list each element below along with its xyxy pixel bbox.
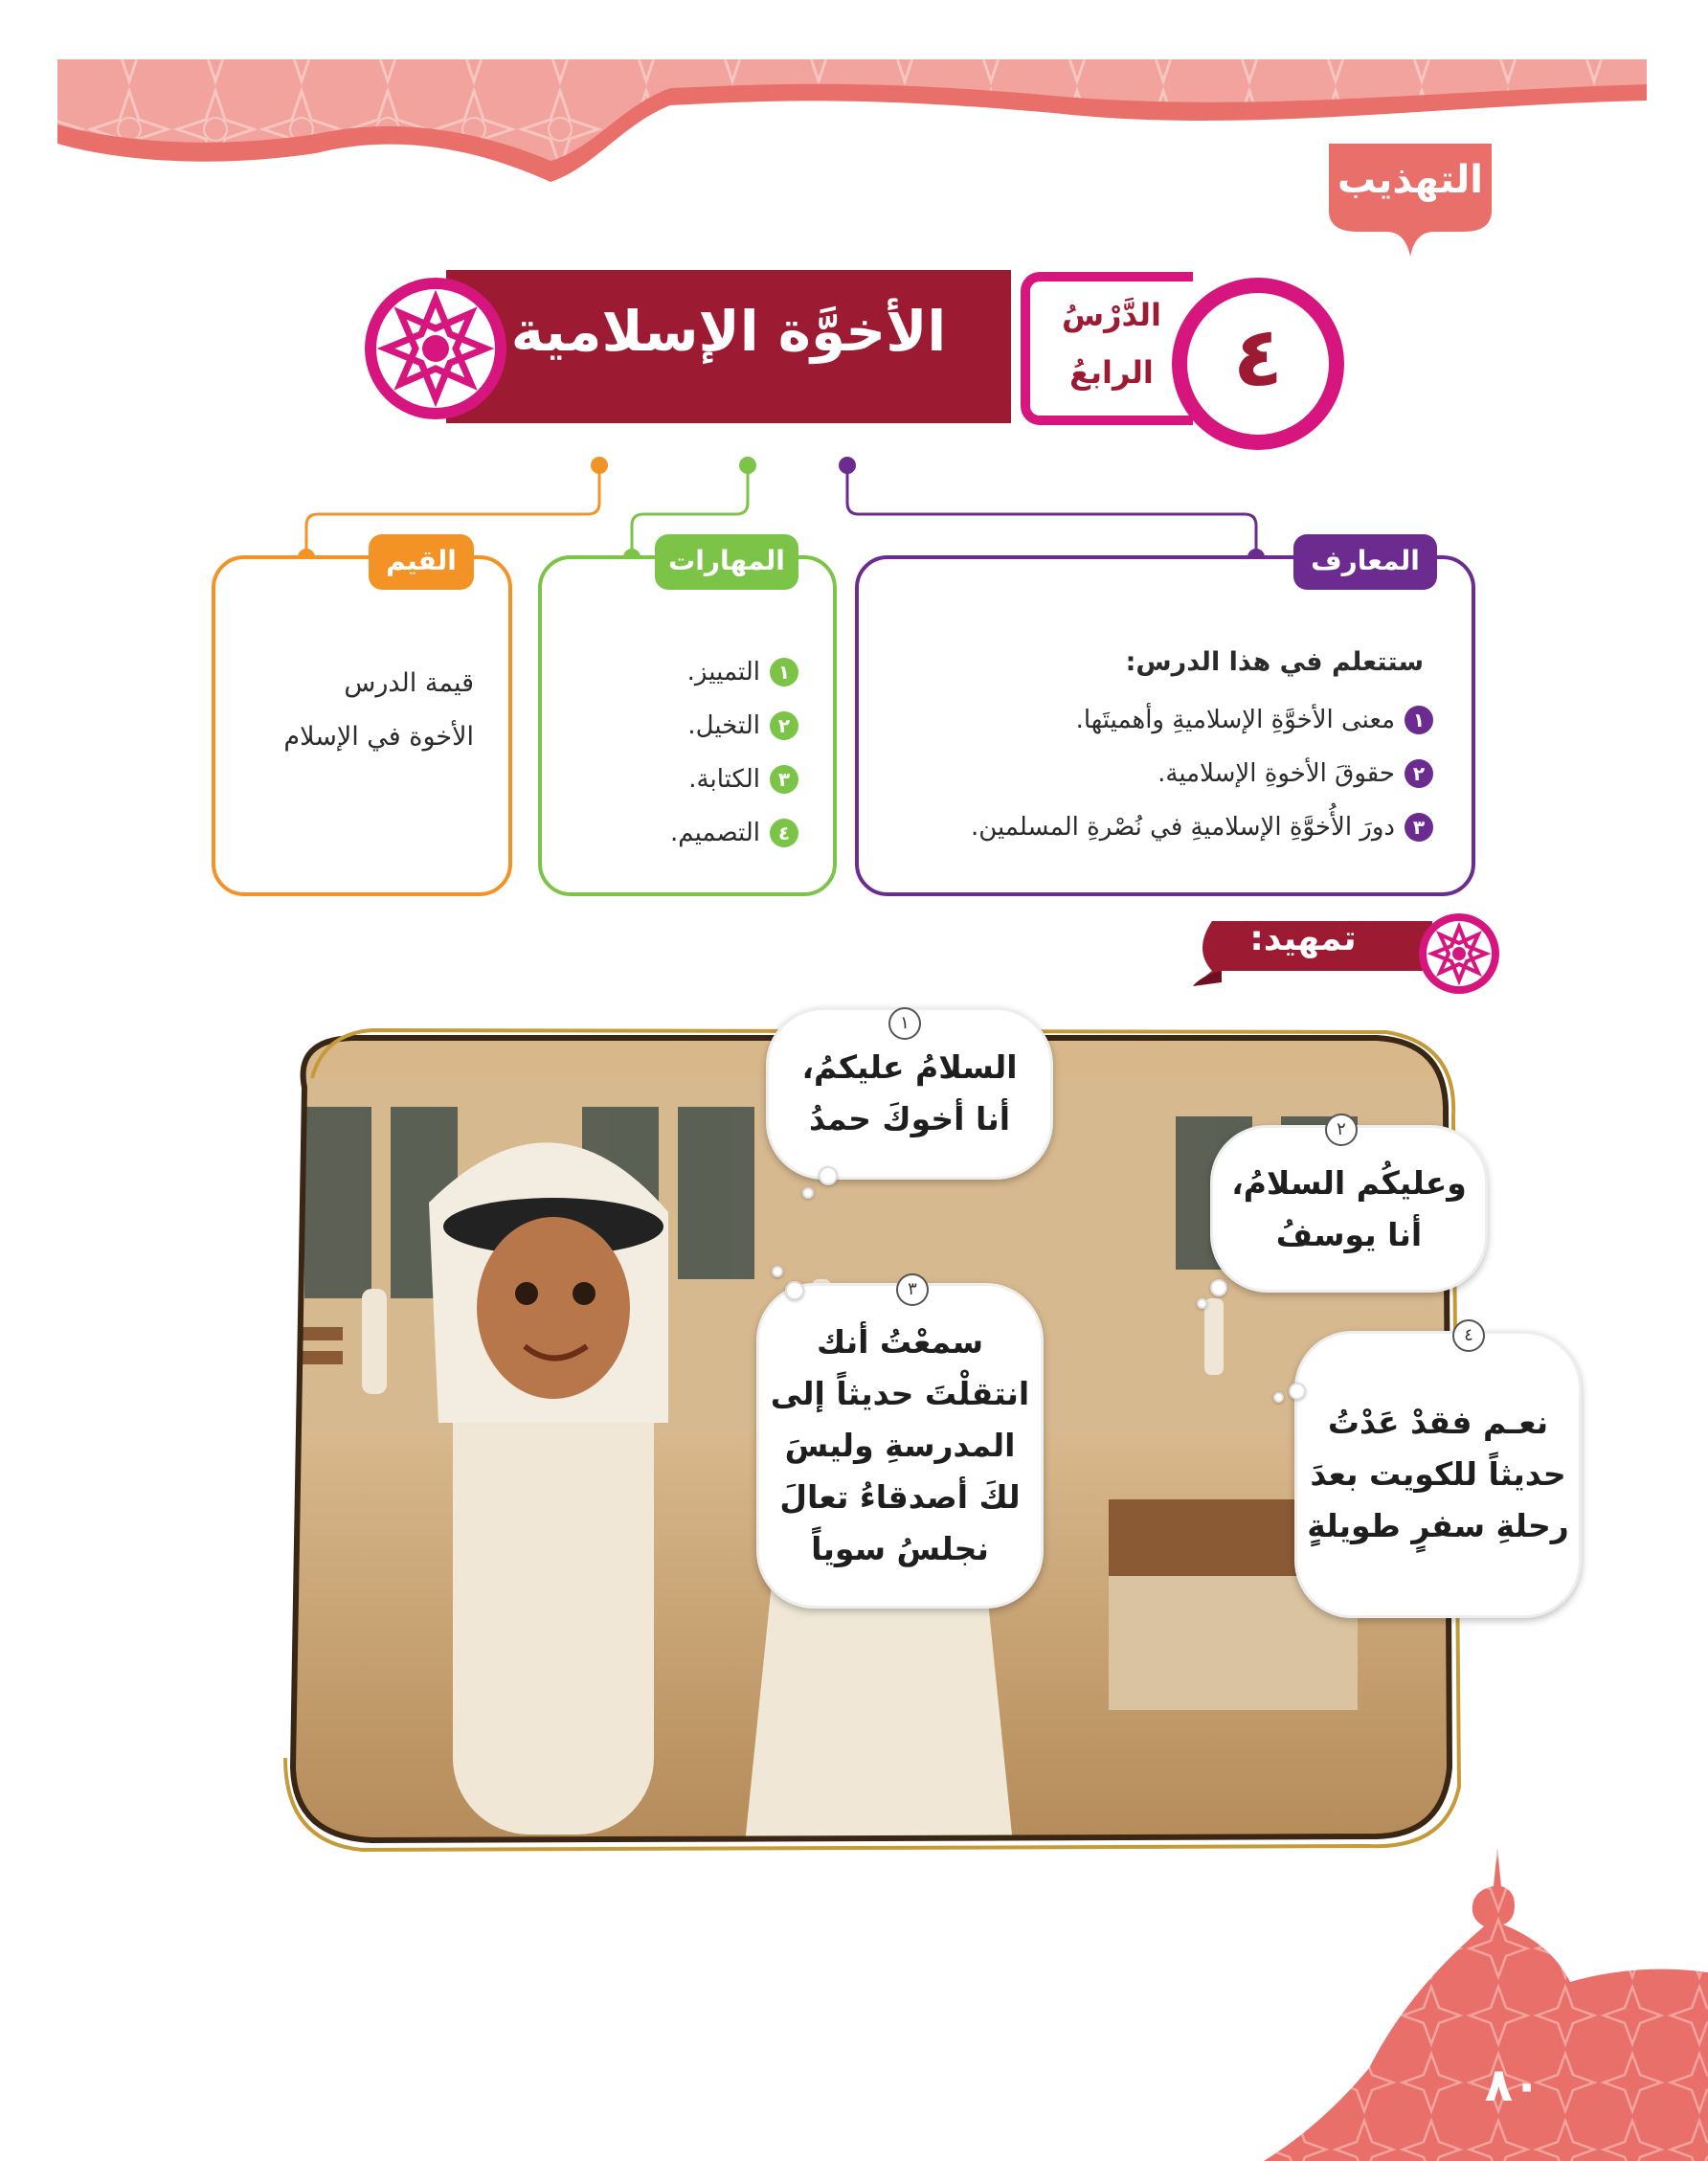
list-item — [670, 806, 798, 860]
lesson-number: ٤ — [1232, 309, 1284, 405]
bubble-line: نعـم فقدْ عَدْتُ — [1327, 1404, 1549, 1441]
subject-label: التهذيب — [1337, 158, 1483, 202]
list-item-text: معنى الأخوَّةِ الإسلاميةِ وأهميتَها. — [1075, 706, 1395, 734]
list-item — [670, 753, 798, 806]
thought-dot — [785, 1281, 804, 1300]
lesson-tag — [1021, 272, 1193, 425]
number-bullet: ٢ — [1405, 759, 1433, 788]
standing-boy — [429, 1142, 668, 1835]
knowledge-tab: المعارف — [1293, 534, 1437, 590]
number-bullet: ١ — [770, 658, 798, 687]
skills-tab: المهارات — [655, 534, 798, 590]
star-rosette-icon — [1415, 910, 1503, 998]
lesson-tag-line2: الرابعُ — [1069, 354, 1154, 391]
bubble-line: لكَ أصدقاءُ تعالَ — [779, 1478, 1021, 1516]
bubble-number: ٤ — [1452, 1319, 1485, 1352]
thought-dot — [819, 1166, 838, 1185]
list-item-text: حقوقَ الأخوةِ الإسلامية. — [1157, 759, 1395, 788]
lesson-title: الأخوَّة الإسلامية — [510, 299, 947, 364]
thought-dot — [1273, 1392, 1284, 1403]
list-item — [971, 800, 1433, 854]
list-item-text: الكتابة. — [688, 765, 760, 794]
speech-bubble-4 — [1294, 1331, 1582, 1618]
bubble-line: رحلةِ سفرٍ طويلةٍ — [1307, 1507, 1569, 1544]
thought-dot — [802, 1187, 814, 1199]
speech-bubble-2 — [1210, 1125, 1488, 1293]
lesson-tag-line1: الدَّرْسُ — [1061, 297, 1162, 333]
knowledge-intro: ستتعلم في هذا الدرس: — [1125, 647, 1424, 677]
knowledge-list — [971, 693, 1433, 854]
list-item-text: التمييز. — [686, 658, 760, 687]
list-item-text: التصميم. — [670, 819, 760, 847]
list-item — [670, 645, 798, 699]
number-bullet: ٣ — [1405, 813, 1433, 842]
bubble-line: حديثاً للكويت بعدَ — [1310, 1455, 1566, 1493]
thought-dot — [1197, 1298, 1207, 1309]
values-heading: قيمة الدرس — [344, 668, 474, 698]
bubble-line: أنا يوسفُ — [1275, 1215, 1423, 1253]
number-bullet: ١ — [1405, 706, 1433, 734]
bubble-line: وعليكُم السلامُ، — [1231, 1163, 1467, 1202]
knowledge-box — [855, 545, 1475, 896]
bubble-line: السلامُ عليكمُ، — [801, 1048, 1018, 1086]
thought-dot — [772, 1266, 783, 1277]
list-item — [670, 699, 798, 753]
page-number: ٨٠ — [1484, 2059, 1541, 2112]
list-item-text: التخيل. — [687, 711, 760, 740]
values-tab: القيم — [369, 534, 474, 590]
star-rosette-icon — [354, 272, 517, 425]
bubble-line: أنا أخوكَ حمدُ — [808, 1100, 1011, 1137]
bubble-line: انتقلْتَ حديثاً إلى — [770, 1375, 1030, 1412]
list-item — [971, 747, 1433, 800]
thought-dot — [1210, 1279, 1227, 1296]
bubble-number: ١ — [888, 1007, 921, 1040]
bubble-line: المدرسةِ وليسَ — [784, 1427, 1016, 1464]
skills-list — [670, 645, 798, 860]
bubble-number: ٢ — [1325, 1114, 1358, 1146]
list-item — [971, 693, 1433, 747]
intro-label: تمهيد: — [1249, 919, 1357, 958]
skills-box — [538, 545, 837, 896]
values-text: الأخوة في الإسلام — [283, 722, 474, 752]
number-bullet: ٣ — [770, 765, 798, 794]
thought-dot — [1289, 1383, 1306, 1400]
dome-decoration — [1264, 1848, 1708, 2161]
bubble-line: نجلسُ سوياً — [811, 1530, 989, 1567]
values-box — [212, 545, 512, 896]
number-bullet: ٢ — [770, 711, 798, 740]
bubble-line: سمعْتُ أنك — [816, 1323, 984, 1361]
number-bullet: ٤ — [770, 819, 798, 847]
speech-bubble-3 — [756, 1283, 1044, 1609]
list-item-text: دورَ الأُخوَّةِ الإسلاميةِ في نُصْرةِ المسلمين. — [970, 813, 1395, 842]
bubble-number: ٣ — [896, 1273, 929, 1306]
